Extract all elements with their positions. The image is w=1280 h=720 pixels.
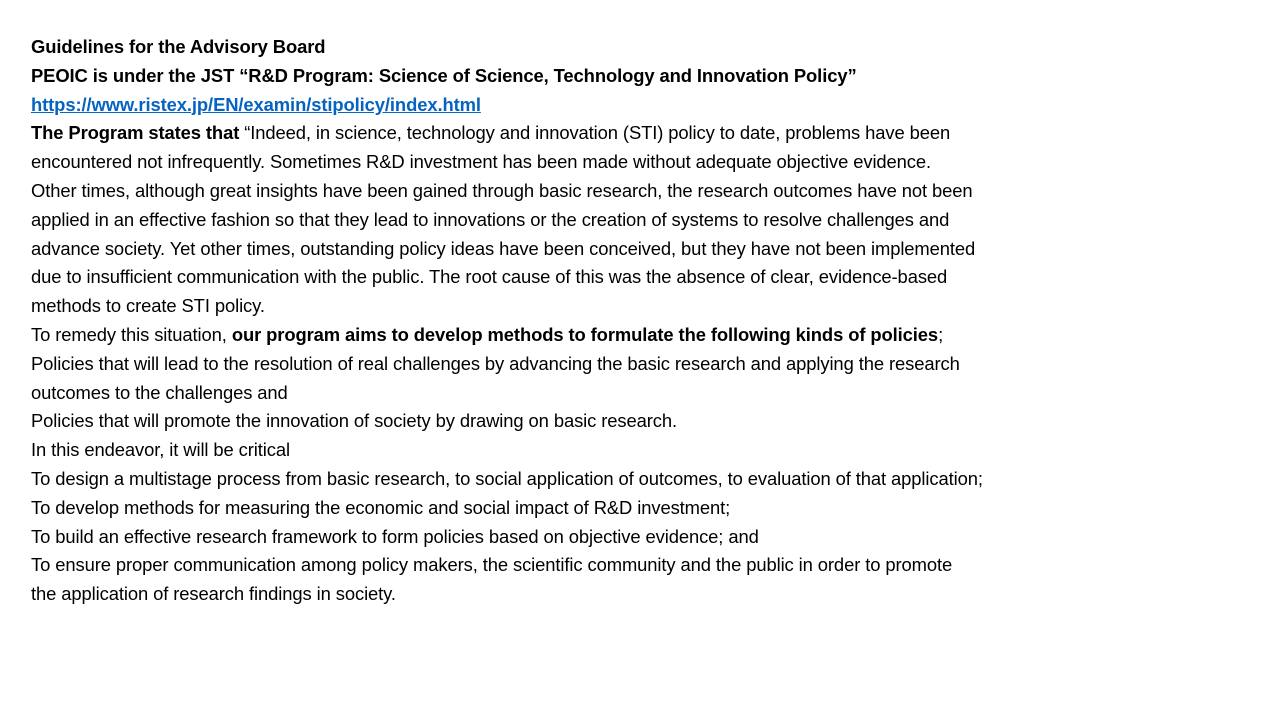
statement-line: methods to create STI policy. — [31, 295, 265, 317]
statement-line: advance society. Yet other times, outstanding policy ideas have been conceived, but they have not been implemented — [31, 237, 976, 259]
critical-intro: In this endeavor, it will be critical — [31, 439, 290, 461]
program-line: PEOIC is under the JST “R&D Program: Science of Science, Technology and Innovation Policy” — [31, 64, 857, 86]
critical-item: To design a multistage process from basic research, to social application of outcomes, to evaluation of that application; — [31, 467, 983, 489]
critical-item: To develop methods for measuring the economic and social impact of R&D investment; — [31, 496, 731, 518]
critical-item: the application of research findings in society. — [31, 583, 396, 605]
slide-text-body — [31, 33, 1261, 609]
critical-item: To build an effective research framework to form policies based on objective evidence; and — [31, 525, 759, 547]
statement-lead — [31, 119, 1261, 148]
slide-title: Guidelines for the Advisory Board — [31, 36, 326, 57]
critical-item: To ensure proper communication among policy makers, the scientific community and the public in order to promote — [31, 554, 953, 576]
policy-line: outcomes to the challenges and — [31, 381, 288, 403]
remedy-tail: ; — [938, 323, 944, 345]
statement-line: applied in an effective fashion so that they lead to innovations or the creation of systems to resolve challenges and — [31, 208, 950, 230]
statement-line: encountered not infrequently. Sometimes R&D investment has been made without adequate objective evidence. — [31, 151, 932, 173]
remedy-line — [31, 321, 1261, 350]
statement-line: Other times, although great insights have been gained through basic research, the research outcomes have not been — [31, 179, 973, 201]
policy-line: Policies that will lead to the resolution of real challenges by advancing the basic research and applying the research — [31, 352, 960, 374]
remedy-bold: our program aims to develop methods to formulate the following kinds of policies — [231, 323, 939, 345]
remedy-lead: To remedy this situation, — [31, 323, 232, 345]
statement-lead-bold: The Program states that — [31, 122, 245, 144]
policy-line: Policies that will promote the innovation of society by drawing on basic research. — [31, 410, 678, 432]
statement-line: due to insufficient communication with the public. The root cause of this was the absence of clear, evidence-based — [31, 266, 948, 288]
statement-lead-rest: “Indeed, in science, technology and innovation (STI) policy to date, problems have been — [244, 122, 951, 144]
program-url-link[interactable]: https://www.ristex.jp/EN/examin/stipolicy/index.html — [31, 93, 481, 115]
